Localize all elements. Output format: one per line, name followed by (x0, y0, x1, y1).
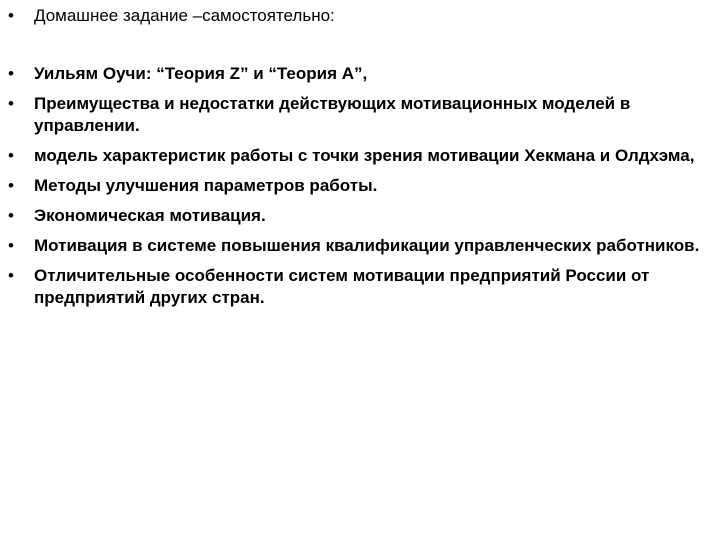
bullet-list (8, 5, 708, 317)
topic-text: Мотивация в системе повышения квалификации управленческих работников. (34, 236, 700, 255)
topic-text: модель характеристик работы с точки зрения мотивации Хекмана и Олдхэма, (34, 146, 695, 165)
bullet-icon: • (8, 64, 14, 83)
bullet-icon: • (8, 146, 14, 165)
bullet-icon: • (8, 176, 14, 195)
topic-item-russia (8, 265, 708, 309)
topic-text: Преимущества и недостатки действующих мотивационных моделей в управлении. (34, 94, 631, 135)
bullet-icon: • (8, 6, 14, 25)
topic-text: Методы улучшения параметров работы. (34, 176, 378, 195)
homework-intro-text: Домашнее задание –самостоятельно: (34, 6, 335, 25)
topic-item-economic (8, 205, 708, 227)
topic-item-hackman-oldham (8, 145, 708, 167)
topic-text: Уильям Оучи: “Теория Z” и “Теория А”, (34, 64, 368, 83)
topic-text: Экономическая мотивация. (34, 206, 266, 225)
bullet-icon: • (8, 94, 14, 113)
bullet-icon: • (8, 236, 14, 255)
topic-item-qualification (8, 235, 708, 257)
topic-item-models (8, 93, 708, 137)
bullet-icon: • (8, 206, 14, 225)
bullet-icon: • (8, 266, 14, 285)
topic-text: Отличительные особенности систем мотивации предприятий России от предприятий других стран. (34, 266, 650, 307)
topic-item-ouchi (8, 63, 708, 85)
homework-intro-item (8, 5, 708, 27)
topic-item-methods (8, 175, 708, 197)
